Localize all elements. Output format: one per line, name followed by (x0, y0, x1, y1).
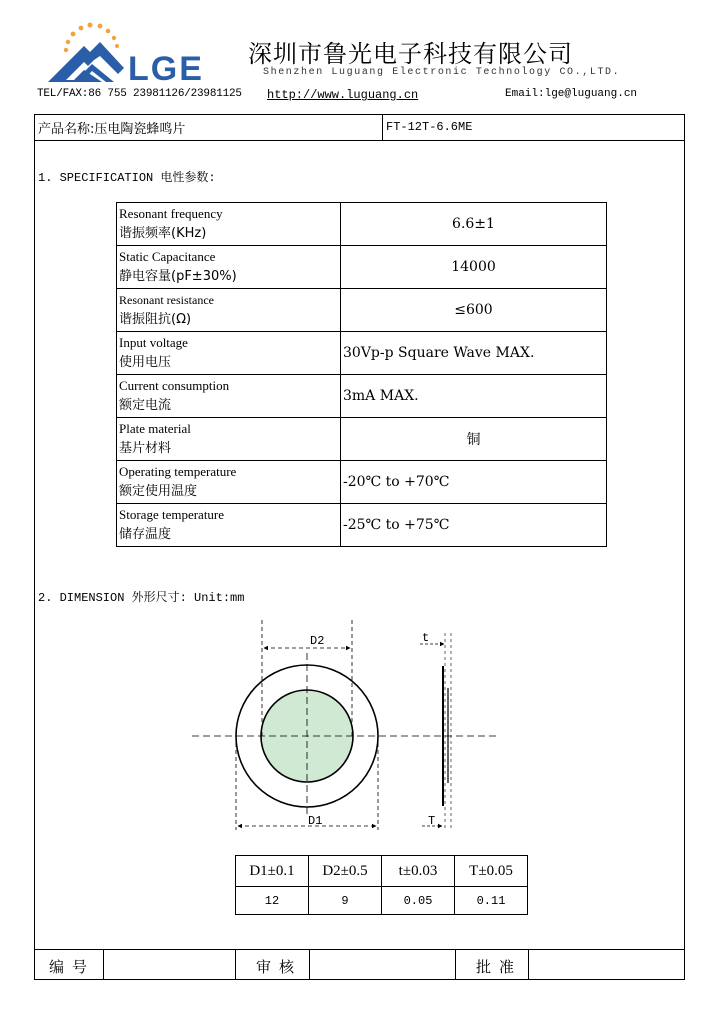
divider (455, 949, 456, 980)
table-row (117, 504, 607, 547)
section-heading-dimension: 2. DIMENSION 外形尺寸: Unit:mm (38, 591, 245, 605)
divider (103, 949, 104, 980)
table-row (117, 332, 607, 375)
table-row (236, 887, 528, 915)
divider (235, 949, 236, 980)
T-label: T (428, 814, 436, 828)
dimension-header: D2±0.5 (309, 856, 382, 887)
spec-value: ≤600 (341, 289, 607, 332)
dimension-value: 0.05 (382, 887, 455, 915)
company-logo (44, 16, 234, 86)
spec-value: -25℃ to +75℃ (341, 504, 607, 547)
email: Email:lge@luguang.cn (505, 88, 638, 100)
table-row (117, 375, 607, 418)
spec-label: Storage temperature 储存温度 (117, 504, 341, 547)
footer-label-review: 审核 (256, 958, 303, 976)
logo-sun-dots (64, 23, 119, 53)
divider (309, 949, 310, 980)
section-heading-specification: 1. SPECIFICATION 电性参数: (38, 171, 216, 185)
dimension-header: D1±0.1 (236, 856, 309, 887)
product-name: 产品名称:压电陶瓷蜂鸣片 (38, 122, 186, 137)
divider (382, 114, 383, 140)
dimension-table (235, 855, 528, 915)
spec-value: 铜 (341, 418, 607, 461)
dimension-value: 0.11 (455, 887, 528, 915)
spec-label: Current consumption 额定电流 (117, 375, 341, 418)
divider (34, 949, 685, 950)
company-name-cn: 深圳市鲁光电子科技有限公司 (248, 40, 573, 68)
company-name-en: Shenzhen Luguang Electronic Technology CO.,LTD. (263, 67, 621, 78)
dimension-value: 9 (309, 887, 382, 915)
table-row (117, 246, 607, 289)
product-model: FT-12T-6.6ME (386, 120, 473, 134)
table-row (117, 418, 607, 461)
spec-value: 30Vp-p Square Wave MAX. (341, 332, 607, 375)
divider (528, 949, 529, 980)
spec-label: Resonant frequency 谐振频率(KHz) (117, 203, 341, 246)
spec-value: 3mA MAX. (341, 375, 607, 418)
spec-label: Input voltage 使用电压 (117, 332, 341, 375)
dimension-value: 12 (236, 887, 309, 915)
spec-label: Resonant resistance 谐振阻抗(Ω) (117, 289, 341, 332)
d2-label: D2 (310, 634, 325, 648)
spec-value: 14000 (341, 246, 607, 289)
table-row (117, 461, 607, 504)
tel-fax: TEL/FAX:86 755 23981126/23981125 (37, 88, 242, 100)
t-label: t (422, 631, 430, 645)
spec-label: Plate material 基片材料 (117, 418, 341, 461)
logo-mark (48, 42, 124, 82)
dimension-header: T±0.05 (455, 856, 528, 887)
d1-label: D1 (308, 814, 323, 828)
table-row (117, 203, 607, 246)
footer-label-approve: 批准 (476, 958, 523, 976)
table-header-row (236, 856, 528, 887)
logo-text: LGE (128, 50, 204, 86)
table-row (117, 289, 607, 332)
spec-value: -20℃ to +70℃ (341, 461, 607, 504)
footer-label-number: 编号 (49, 958, 96, 976)
spec-value: 6.6±1 (341, 203, 607, 246)
spec-label: Static Capacitance 静电容量(pF±30%) (117, 246, 341, 289)
dimension-header: t±0.03 (382, 856, 455, 887)
spec-label: Operating temperature 额定使用温度 (117, 461, 341, 504)
specification-table (116, 202, 607, 547)
dimension-drawing (180, 608, 520, 838)
divider (34, 140, 685, 141)
website-link[interactable]: http://www.luguang.cn (267, 88, 419, 102)
